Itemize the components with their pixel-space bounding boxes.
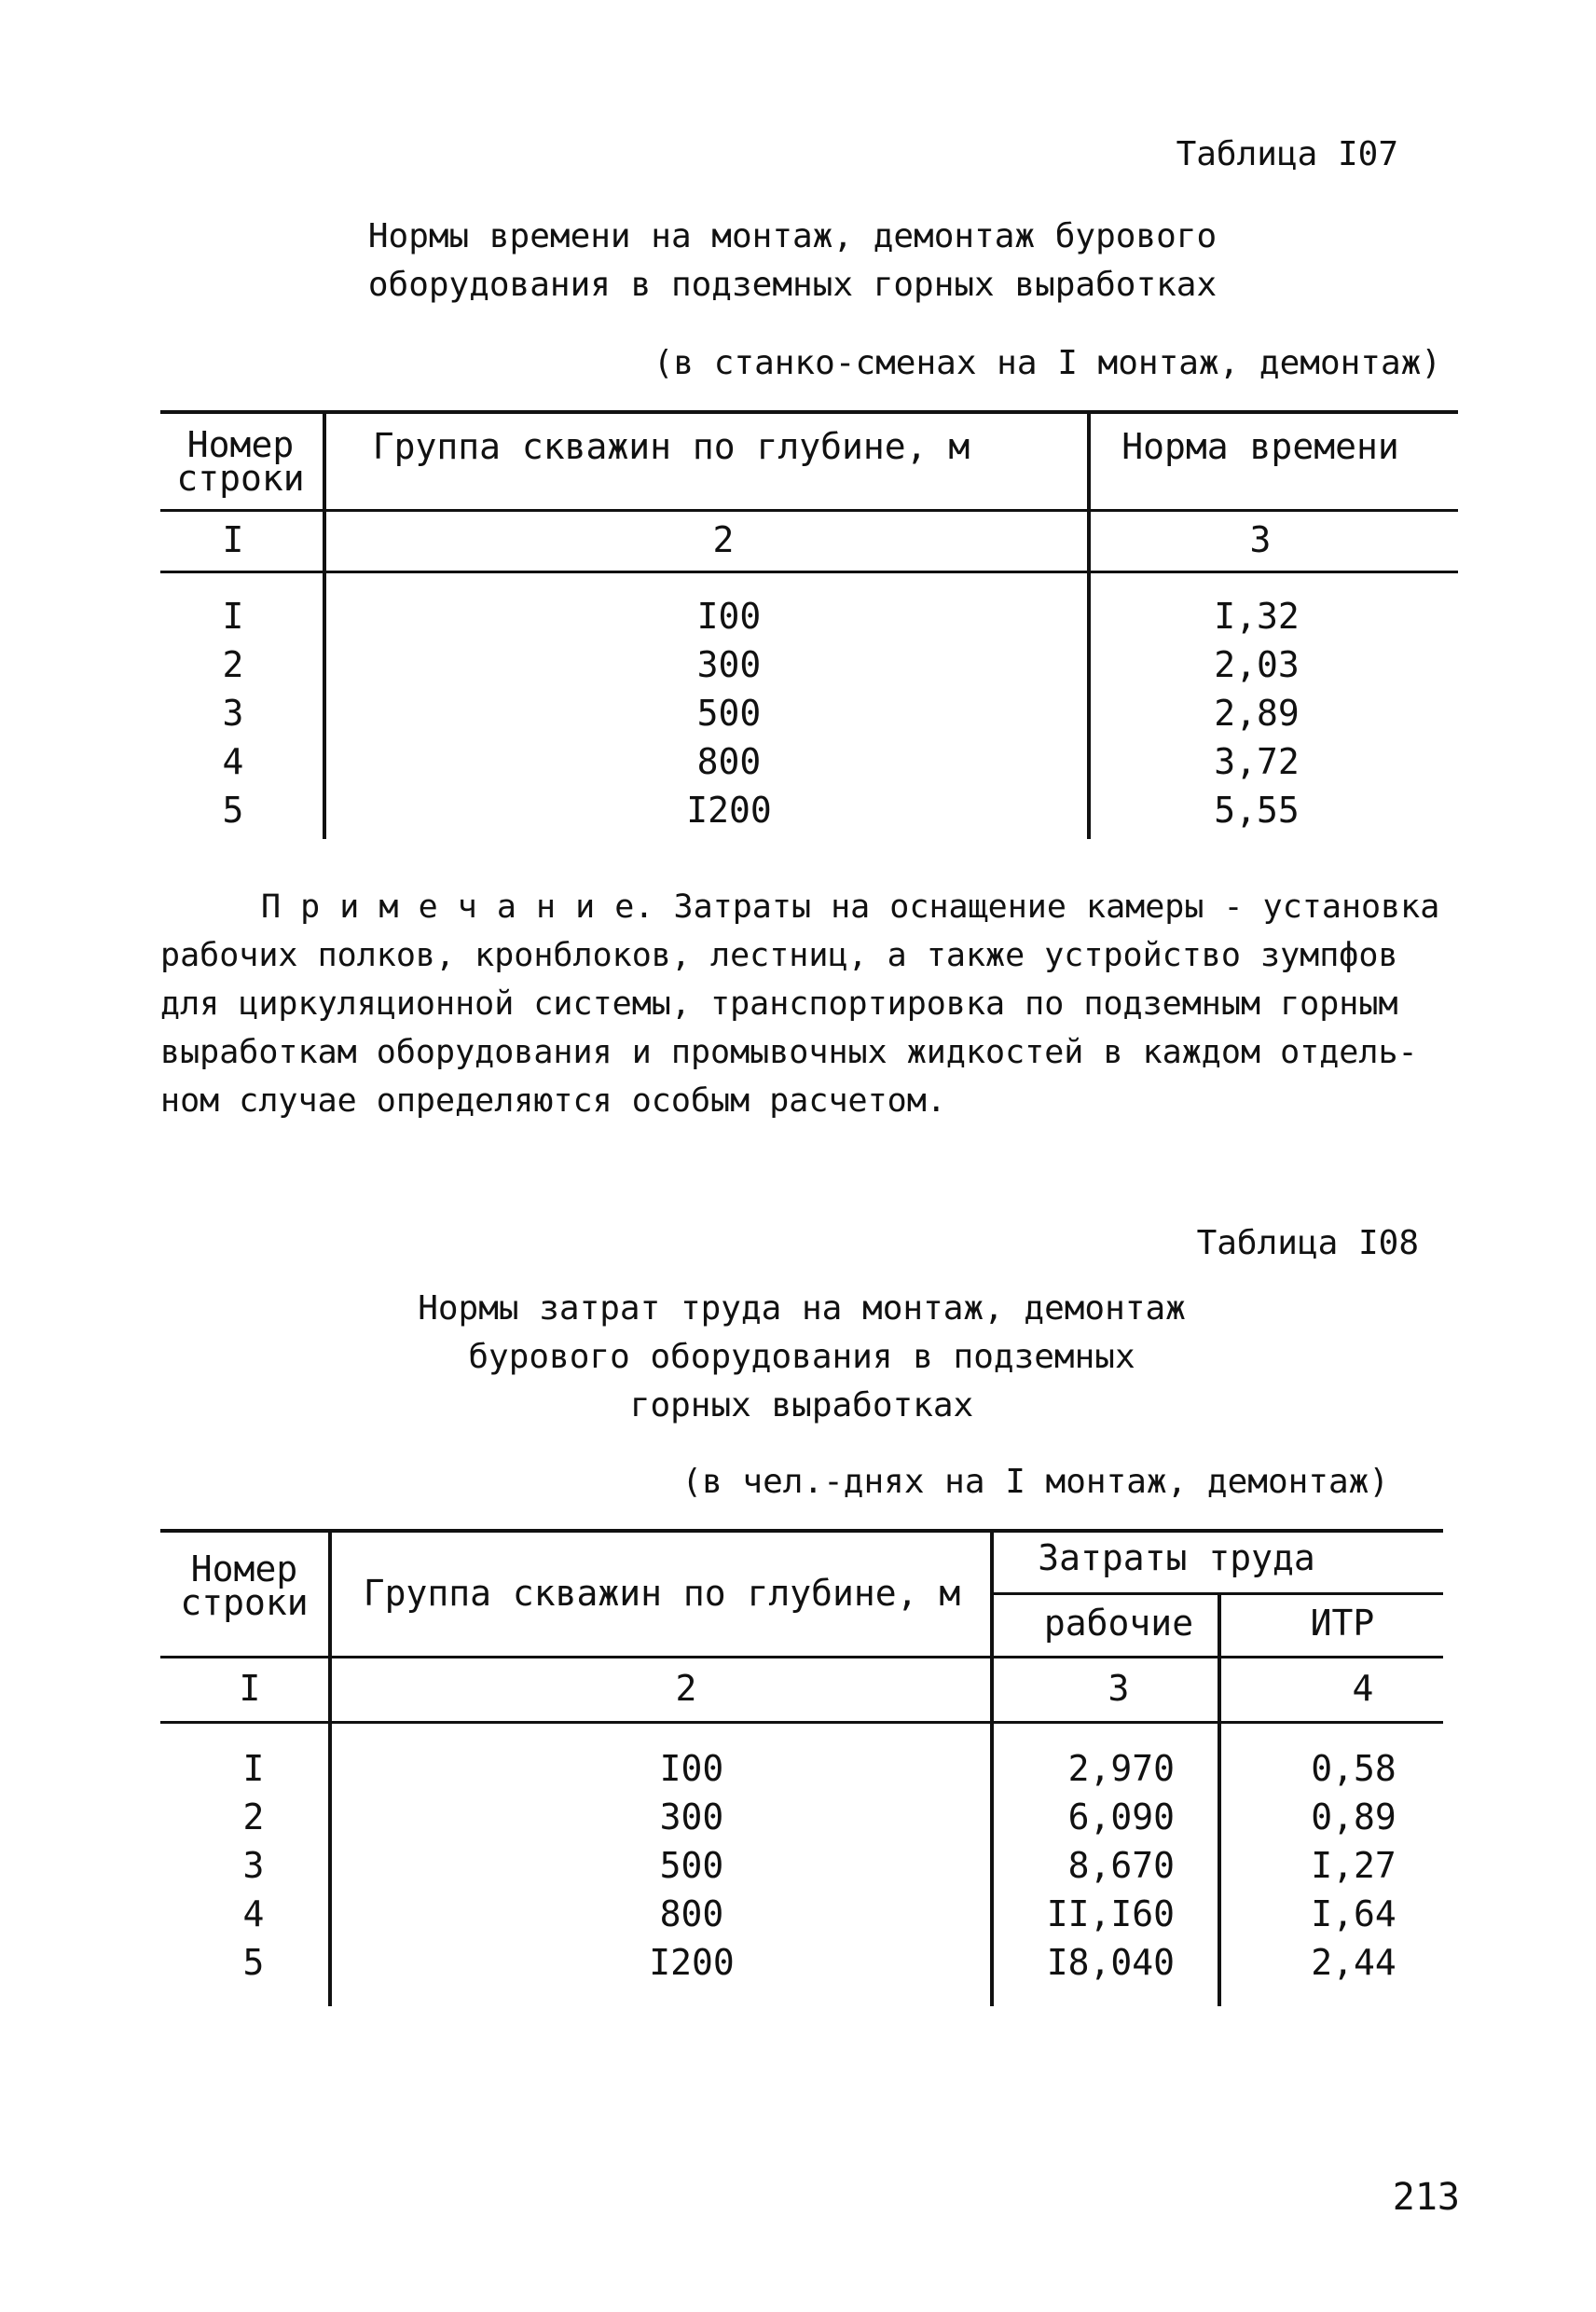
depth-group: I200 xyxy=(649,1942,735,1983)
itr-labor: 2,44 xyxy=(1311,1942,1396,1983)
row-number: I xyxy=(242,1748,265,1789)
time-norm: I,32 xyxy=(1214,596,1300,637)
row-number: I xyxy=(222,596,244,637)
itr-labor: I,27 xyxy=(1311,1845,1396,1886)
table-107-header-norm: Норма времени xyxy=(1121,426,1399,467)
depth-group: 800 xyxy=(696,741,762,782)
table-107-col-divider-1 xyxy=(323,410,326,839)
table-108-header-itr: ИТР xyxy=(1310,1603,1375,1644)
note-line: ном случае определяются особым расчетом. xyxy=(160,1082,946,1120)
table-108-top-rule xyxy=(160,1529,1443,1533)
table-108-colnum-2: 2 xyxy=(675,1668,697,1709)
depth-group: 500 xyxy=(659,1845,724,1886)
table-108-colnum-1: I xyxy=(239,1668,261,1709)
table-108-header-row-no-2: строки xyxy=(180,1582,309,1623)
table-107-top-rule xyxy=(160,410,1458,414)
note-line: П р и м е ч а н и е. Затраты на оснащение камеры - установка xyxy=(261,888,1440,926)
depth-group: 300 xyxy=(696,644,762,685)
row-number: 2 xyxy=(242,1796,265,1837)
row-number: 4 xyxy=(242,1893,265,1934)
depth-group: I00 xyxy=(659,1748,724,1789)
table-108-col-divider-3 xyxy=(1218,1592,1221,2006)
row-number: 3 xyxy=(222,693,244,734)
table-107-header-row-no-2: строки xyxy=(176,458,305,499)
table-108-col-divider-1 xyxy=(328,1529,332,2006)
workers-labor: I8,040 xyxy=(1046,1942,1175,1983)
table-108-col-divider-2 xyxy=(990,1529,994,2006)
table-108-units: (в чел.-днях на I монтаж, демонтаж) xyxy=(681,1463,1389,1501)
table-108-numbers-rule xyxy=(160,1721,1443,1724)
table-107-title-line-1: Нормы времени на монтаж, демонтаж бурового xyxy=(367,217,1218,255)
table-108-title-line-2: бурового оборудования в подземных xyxy=(468,1338,1135,1376)
time-norm: 2,89 xyxy=(1214,693,1300,734)
table-108-title-line-1: Нормы затрат труда на монтаж, демонтаж xyxy=(418,1289,1186,1328)
table-108-colnum-3: 3 xyxy=(1108,1668,1130,1709)
itr-labor: I,64 xyxy=(1311,1893,1396,1934)
table-107-colnum-1: I xyxy=(222,519,244,560)
table-108-label: Таблица I08 xyxy=(1196,1224,1419,1262)
time-norm: 3,72 xyxy=(1214,741,1300,782)
table-107-units: (в станко-сменах на I монтаж, демонтаж) xyxy=(653,344,1441,382)
depth-group: I00 xyxy=(696,596,762,637)
workers-labor: 2,970 xyxy=(1067,1748,1175,1789)
row-number: 5 xyxy=(222,790,244,831)
workers-labor: II,I60 xyxy=(1046,1893,1175,1934)
note-line: для циркуляционной системы, транспортировка по подземным горным xyxy=(160,985,1398,1023)
depth-group: 800 xyxy=(659,1893,724,1934)
table-107-header-rule xyxy=(160,509,1458,512)
table-108-colnum-4: 4 xyxy=(1352,1668,1374,1709)
depth-group: 500 xyxy=(696,693,762,734)
table-107-title-line-2: оборудования в подземных горных выработках xyxy=(367,266,1218,304)
table-107-col-divider-2 xyxy=(1087,410,1091,839)
note-line: рабочих полков, кронблоков, лестниц, а также устройство зумпфов xyxy=(160,937,1398,974)
table-108-header-labor: Затраты труда xyxy=(1038,1537,1315,1578)
table-108-header-row-no-1: Номер xyxy=(190,1548,298,1590)
table-108-header-rule xyxy=(160,1656,1443,1658)
table-108-title-line-3: горных выработках xyxy=(629,1386,974,1424)
table-108-header-workers: рабочие xyxy=(1043,1603,1194,1644)
time-norm: 2,03 xyxy=(1214,644,1300,685)
table-107-colnum-3: 3 xyxy=(1249,519,1272,560)
page-number: 213 xyxy=(1392,2176,1460,2219)
table-107-numbers-rule xyxy=(160,571,1458,573)
depth-group: I200 xyxy=(686,790,772,831)
table-107-header-group: Группа скважин по глубине, м xyxy=(372,426,970,467)
workers-labor: 8,670 xyxy=(1067,1845,1175,1886)
table-107-header-row-no-1: Номер xyxy=(186,424,295,465)
itr-labor: 0,58 xyxy=(1311,1748,1396,1789)
depth-group: 300 xyxy=(659,1796,724,1837)
row-number: 3 xyxy=(242,1845,265,1886)
table-108-header-group: Группа скважин по глубине, м xyxy=(363,1573,961,1614)
row-number: 2 xyxy=(222,644,244,685)
row-number: 5 xyxy=(242,1942,265,1983)
workers-labor: 6,090 xyxy=(1067,1796,1175,1837)
time-norm: 5,55 xyxy=(1214,790,1300,831)
table-107-colnum-2: 2 xyxy=(712,519,735,560)
note-line: выработкам оборудования и промывочных жидкостей в каждом отдель- xyxy=(160,1034,1418,1071)
itr-labor: 0,89 xyxy=(1311,1796,1396,1837)
row-number: 4 xyxy=(222,741,244,782)
table-107-label: Таблица I07 xyxy=(1176,135,1398,173)
